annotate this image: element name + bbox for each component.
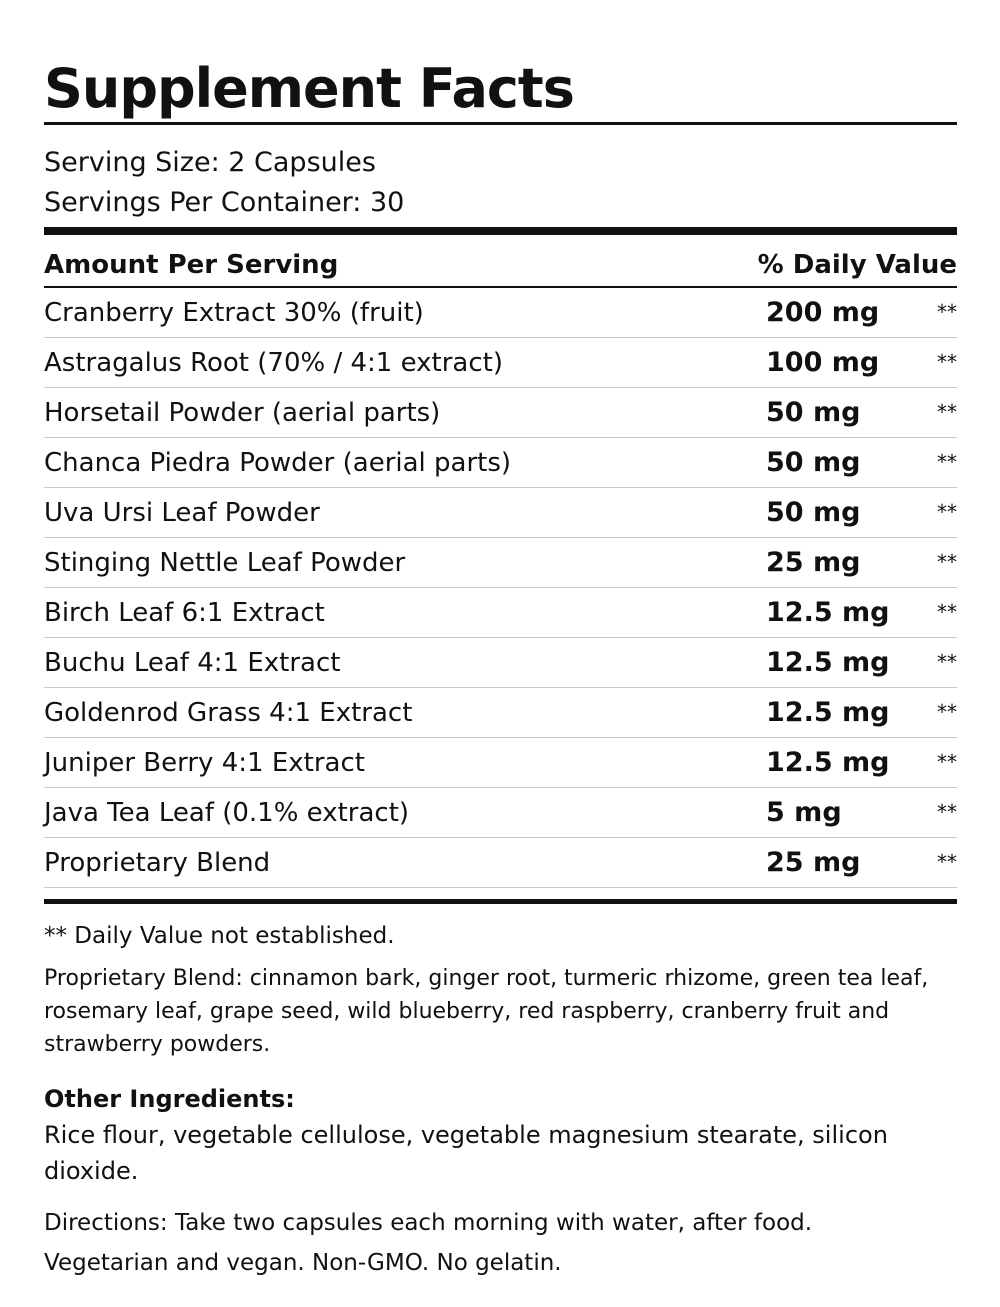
- ingredient-name: Astragalus Root (70% / 4:1 extract): [44, 347, 503, 378]
- table-row: [44, 838, 957, 888]
- ingredient-daily-value: **: [937, 600, 957, 624]
- ingredient-table: [44, 288, 957, 888]
- table-row: [44, 288, 957, 338]
- ingredient-amount: 100 mg: [766, 347, 880, 378]
- ingredient-daily-value: **: [937, 800, 957, 824]
- table-row: [44, 638, 957, 688]
- ingredient-daily-value: **: [937, 450, 957, 474]
- table-row: [44, 588, 957, 638]
- panel-title: Supplement Facts: [44, 57, 574, 120]
- ingredient-amount: 50 mg: [766, 447, 861, 478]
- ingredient-amount: 200 mg: [766, 297, 880, 328]
- ingredient-amount: 12.5 mg: [766, 697, 890, 728]
- ingredient-daily-value: **: [937, 650, 957, 674]
- other-ingredients-text: Rice flour, vegetable cellulose, vegetable magnesium stearate, silicon dioxide.: [44, 1121, 888, 1185]
- ingredient-daily-value: **: [937, 350, 957, 374]
- table-bottom-divider: [44, 899, 957, 904]
- serving-divider: [44, 227, 957, 235]
- ingredient-daily-value: **: [937, 400, 957, 424]
- table-row: [44, 338, 957, 388]
- serving-size: Serving Size: 2 Capsules: [44, 147, 376, 178]
- table-row: [44, 388, 957, 438]
- table-header: [44, 235, 957, 286]
- ingredient-amount: 50 mg: [766, 497, 861, 528]
- other-ingredients-heading: Other Ingredients:: [44, 1085, 295, 1113]
- serving-info: [44, 125, 957, 227]
- ingredient-daily-value: **: [937, 850, 957, 874]
- ingredient-daily-value: **: [937, 550, 957, 574]
- table-row: [44, 788, 957, 838]
- ingredient-name: Uva Ursi Leaf Powder: [44, 497, 320, 528]
- daily-value-header: % Daily Value: [757, 250, 957, 280]
- ingredient-daily-value: **: [937, 300, 957, 324]
- ingredient-name: Java Tea Leaf (0.1% extract): [44, 797, 410, 828]
- ingredient-name: Buchu Leaf 4:1 Extract: [44, 647, 341, 678]
- ingredient-amount: 12.5 mg: [766, 597, 890, 628]
- directions-text: Directions: Take two capsules each morning with water, after food.: [44, 1210, 813, 1236]
- ingredient-name: Birch Leaf 6:1 Extract: [44, 597, 325, 628]
- table-row: [44, 438, 957, 488]
- ingredient-daily-value: **: [937, 500, 957, 524]
- daily-value-footnote: ** Daily Value not established.: [44, 923, 395, 949]
- ingredient-name: Juniper Berry 4:1 Extract: [44, 747, 365, 778]
- ingredient-amount: 12.5 mg: [766, 747, 890, 778]
- ingredient-daily-value: **: [937, 700, 957, 724]
- ingredient-name: Stinging Nettle Leaf Powder: [44, 547, 406, 578]
- ingredient-name: Goldenrod Grass 4:1 Extract: [44, 697, 413, 728]
- ingredient-name: Chanca Piedra Powder (aerial parts): [44, 447, 512, 478]
- ingredient-amount: 25 mg: [766, 547, 861, 578]
- supplement-facts-panel: [44, 56, 957, 1283]
- ingredient-daily-value: **: [937, 750, 957, 774]
- ingredient-name: Proprietary Blend: [44, 847, 271, 878]
- proprietary-blend-description: Proprietary Blend: cinnamon bark, ginger root, turmeric rhizome, green tea leaf, rosemary leaf, grape seed, wild blueberry, red raspberry, cranberry fruit and strawberry powders.: [44, 966, 929, 1057]
- table-row: [44, 538, 957, 588]
- table-row: [44, 488, 957, 538]
- ingredient-amount: 12.5 mg: [766, 647, 890, 678]
- product-claims: Vegetarian and vegan. Non-GMO. No gelatin.: [44, 1250, 562, 1276]
- ingredient-name: Cranberry Extract 30% (fruit): [44, 297, 424, 328]
- amount-per-serving-header: Amount Per Serving: [44, 250, 339, 280]
- ingredient-amount: 25 mg: [766, 847, 861, 878]
- ingredient-amount: 50 mg: [766, 397, 861, 428]
- table-row: [44, 738, 957, 788]
- table-row: [44, 688, 957, 738]
- ingredient-amount: 5 mg: [766, 797, 842, 828]
- servings-per-container: Servings Per Container: 30: [44, 187, 405, 218]
- ingredient-name: Horsetail Powder (aerial parts): [44, 397, 441, 428]
